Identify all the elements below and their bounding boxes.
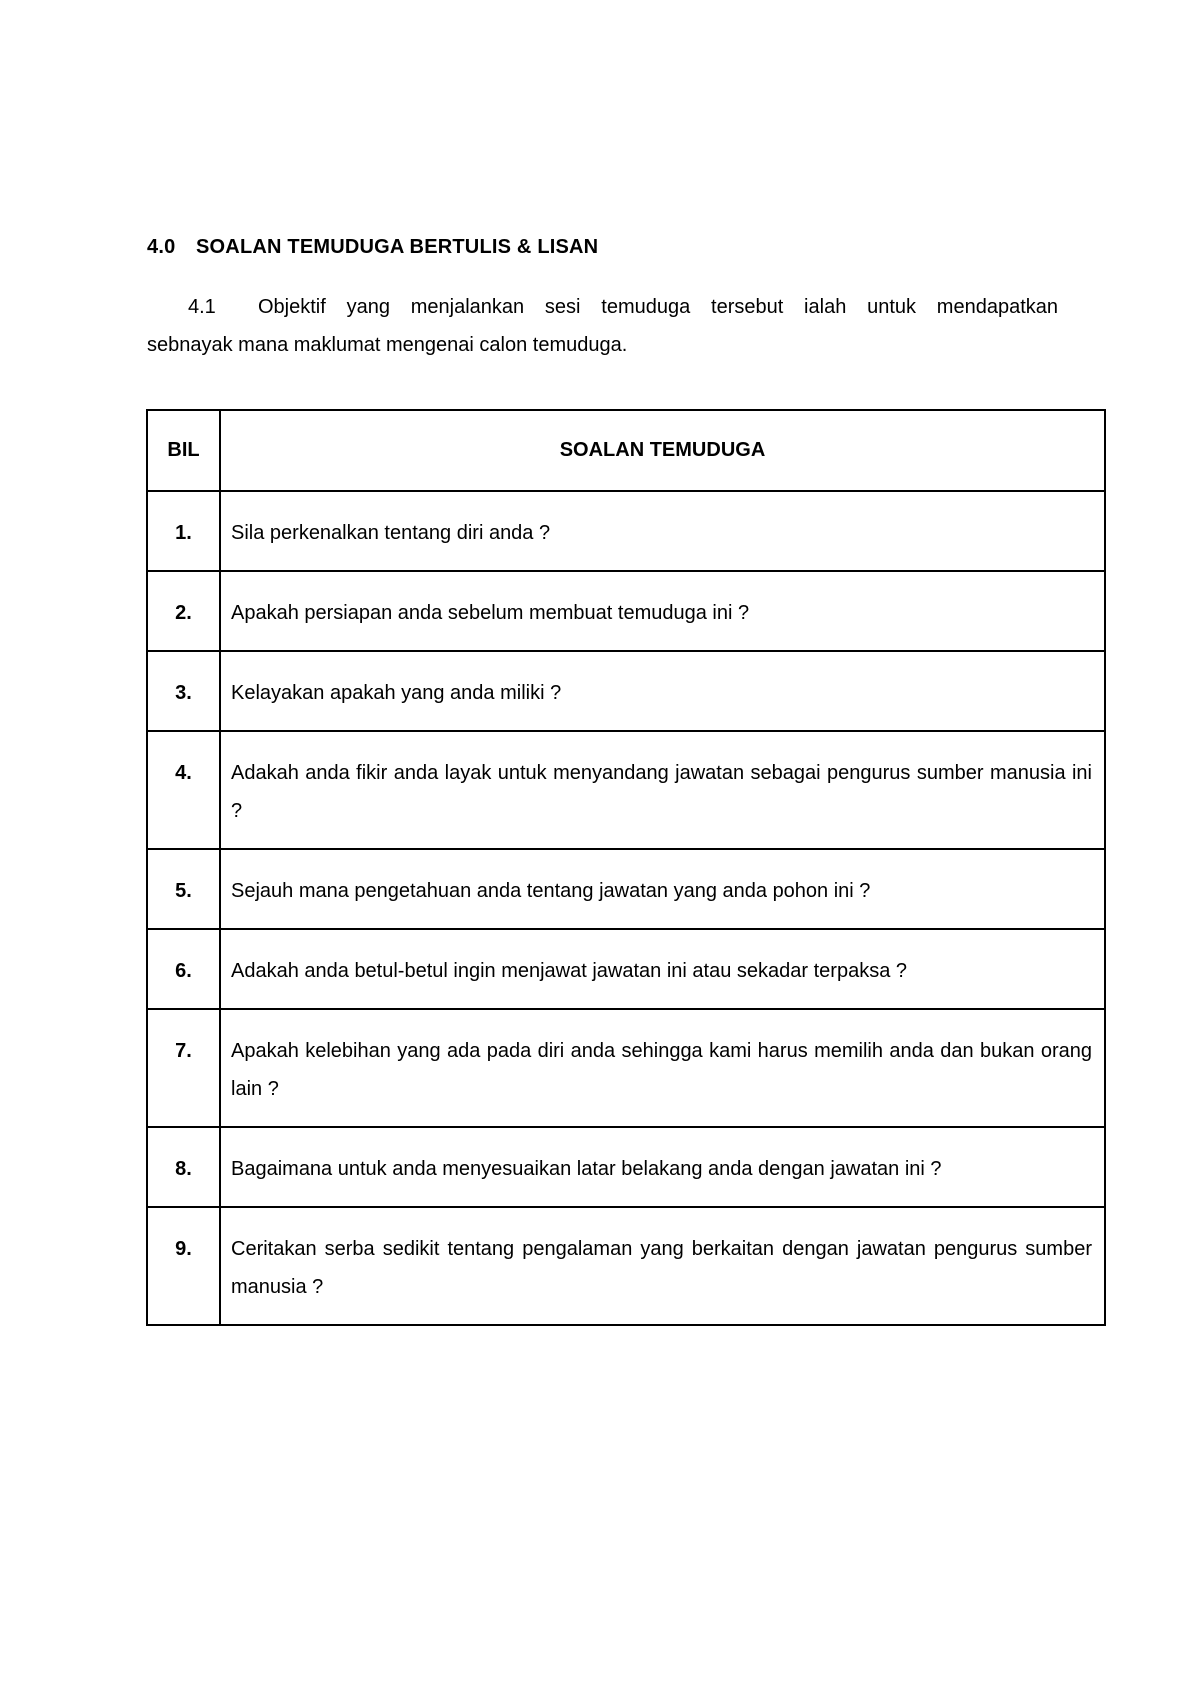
row-number: 5. [147, 849, 220, 929]
row-question: Kelayakan apakah yang anda miliki ? [220, 651, 1105, 731]
row-number: 2. [147, 571, 220, 651]
row-number: 8. [147, 1127, 220, 1207]
table-row [147, 491, 1105, 571]
table-row [147, 1009, 1105, 1127]
row-question: Adakah anda fikir anda layak untuk menyandang jawatan sebagai pengurus sumber manusia ini ? [220, 731, 1105, 849]
row-number: 6. [147, 929, 220, 1009]
row-number: 1. [147, 491, 220, 571]
table-row [147, 731, 1105, 849]
table-row [147, 1127, 1105, 1207]
row-number: 4. [147, 731, 220, 849]
table-header-row [147, 410, 1105, 491]
section-title: SOALAN TEMUDUGA BERTULIS & LISAN [196, 236, 599, 258]
row-question: Sejauh mana pengetahuan anda tentang jawatan yang anda pohon ini ? [220, 849, 1105, 929]
paragraph-text-1: Objektif yang menjalankan sesi temuduga tersebut ialah untuk mendapatkan [258, 296, 1058, 318]
row-question: Ceritakan serba sedikit tentang pengalaman yang berkaitan dengan jawatan pengurus sumber manusia ? [220, 1207, 1105, 1325]
paragraph-number: 4.1 [188, 296, 216, 318]
row-question: Apakah persiapan anda sebelum membuat temuduga ini ? [220, 571, 1105, 651]
table-row [147, 849, 1105, 929]
section-number: 4.0 [147, 236, 176, 258]
table-row [147, 1207, 1105, 1325]
row-question: Adakah anda betul-betul ingin menjawat jawatan ini atau sekadar terpaksa ? [220, 929, 1105, 1009]
section-heading [147, 236, 598, 259]
table-row [147, 651, 1105, 731]
column-header-bil: BIL [147, 410, 220, 491]
row-question: Sila perkenalkan tentang diri anda ? [220, 491, 1105, 571]
row-number: 7. [147, 1009, 220, 1127]
column-header-question: SOALAN TEMUDUGA [220, 410, 1105, 491]
table-row [147, 571, 1105, 651]
row-question: Apakah kelebihan yang ada pada diri anda sehingga kami harus memilih anda dan bukan orang lain ? [220, 1009, 1105, 1127]
table-row [147, 929, 1105, 1009]
paragraph-line-1 [147, 288, 1058, 326]
row-question: Bagaimana untuk anda menyesuaikan latar belakang anda dengan jawatan ini ? [220, 1127, 1105, 1207]
paragraph-line-2: sebnayak mana maklumat mengenai calon temuduga. [147, 334, 628, 356]
row-number: 3. [147, 651, 220, 731]
objective-paragraph [147, 288, 1058, 364]
row-number: 9. [147, 1207, 220, 1325]
interview-questions-table [146, 409, 1106, 1326]
